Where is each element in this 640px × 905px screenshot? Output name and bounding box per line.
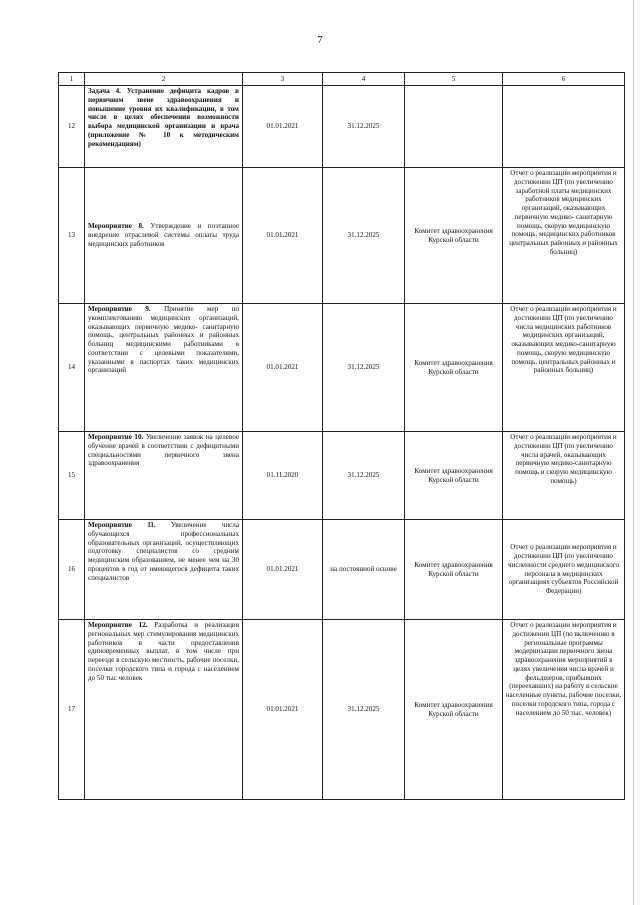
measures-table: [58, 72, 625, 800]
responsible: [405, 86, 503, 168]
responsible: Комитет здравоохранения Курской области: [405, 432, 503, 520]
measure-text: Увеличение числа обучающихся профессиональных образовательных организаций, осуществляющих подготовку специалистов со средним медицинским образованием, не менее чем на 30 процентов в год от имеющегося дефицита таких специалистов: [88, 521, 239, 582]
column-header: 5: [405, 73, 503, 86]
responsible: Комитет здравоохранения Курской области: [405, 620, 503, 800]
task-description: [85, 86, 243, 168]
result: [503, 86, 625, 168]
measure-title: Мероприятие 12.: [88, 621, 148, 629]
start-date: 01.01.2021: [243, 86, 323, 168]
measure-description: [85, 520, 243, 620]
start-date: 01.01.2021: [243, 520, 323, 620]
result: Отчет о реализации мероприятия и достижении ЦП (по увеличению числа медицинских работников медицинских организаций, оказывающих медико-санитарную помощь, скорую медицинскую помощь, центральных районных и районных больниц): [503, 304, 625, 432]
start-date: 01.11.2020: [243, 432, 323, 520]
responsible: Комитет здравоохранения Курской области: [405, 168, 503, 304]
page-number: 7: [317, 34, 323, 46]
result: Отчет о реализации мероприятия и достижении ЦП (по увеличению числа врачей, оказывающих первичную медико-санитарную помощь и скорую медицинскую помощь): [503, 432, 625, 520]
measure-text: Утверждение и поэтапное внедрение отраслевой системы оплаты труда медицинских работников: [88, 222, 239, 248]
row-number: 13: [59, 168, 85, 304]
task-text: Устранение дефицита кадров в первичном звене здравоохранения и повышение уровня их квалификации, в том числе в целях обеспечения возможности выбора медицинской организации и врача (приложение № 10 к методическим рекомендациям): [88, 87, 239, 148]
table-row: [59, 620, 625, 800]
column-header: 3: [243, 73, 323, 86]
end-date: 31.12.2025: [323, 620, 405, 800]
end-date: 31.12.2025: [323, 304, 405, 432]
measure-title: Мероприятие 10.: [88, 433, 144, 441]
result: Отчет о реализации мероприятия и достижении ЦП (по увеличению заработной платы медицинских работников медицинских организаций, оказывающих первичную медико- санитарную помощь, скорую медицинскую помощь, медицинских работников центральных районных и районных больниц): [503, 168, 625, 304]
end-date: 31.12.2025: [323, 168, 405, 304]
measure-text: Увеличение заявок на целевое обучение врачей в соответствии с дефицитными специальностями первичного звена здравоохранения: [88, 433, 240, 468]
measure-text: Разработка и реализация региональных мер стимулирования медицинских работников в части предоставления единовременных выплат, в том числе при переезде в сельскую местность, рабочие поселки, поселки городского типа и города с населением до 50 тыс человек: [88, 621, 239, 682]
measure-description: [85, 168, 243, 304]
measure-description: [85, 432, 243, 520]
row-number: 16: [59, 520, 85, 620]
result: Отчет о реализации мероприятия и достижении ЦП (по увеличению численности среднего медицинского персонала в медицинских организациях субъектов Российской Федерации): [503, 520, 625, 620]
row-number: 17: [59, 620, 85, 800]
measure-description: [85, 620, 243, 800]
responsible: Комитет здравоохранения Курской области: [405, 304, 503, 432]
start-date: 01.01.2021: [243, 304, 323, 432]
measure-title: Мероприятие 9.: [88, 305, 151, 313]
end-date: 31.12.2025: [323, 86, 405, 168]
scan-edge-line: [633, 0, 634, 905]
row-number: 14: [59, 304, 85, 432]
measure-title: Мероприятие 11.: [88, 521, 156, 529]
column-header: 6: [503, 73, 625, 86]
result: Отчет о реализации мероприятия и достижении ЦП (по включению в региональные программы модернизации первичного звена здравоохранения мероприятий в целях увеличения числа врачей и фельдшеров, прибывших (переехавших) на работу в сельские населенные пункты, рабочие поселки, поселки городского типа, города с населением до 50 тыс. человек): [503, 620, 625, 800]
end-date: 31.12.2025: [323, 432, 405, 520]
task-title: Задача 4.: [88, 87, 121, 95]
table-row: [59, 168, 625, 304]
measure-description: [85, 304, 243, 432]
table-row: [59, 432, 625, 520]
start-date: 01.01.2021: [243, 620, 323, 800]
table-row: [59, 304, 625, 432]
end-date: на постоянной основе: [323, 520, 405, 620]
table-header-row: [59, 73, 625, 86]
column-header: 1: [59, 73, 85, 86]
responsible: Комитет здравоохранения Курской области: [405, 520, 503, 620]
measure-title: Мероприятие 8.: [88, 222, 144, 231]
measure-text: Принятие мер по укомплектованию медицинских организаций, оказывающих первичную медико- санитарную помощь, центральных районных и районных больниц медицинскими работниками в соответствии с целевыми показателями, указанными в паспортах таких медицинских организаций: [88, 305, 239, 375]
row-number: 15: [59, 432, 85, 520]
table-row: [59, 86, 625, 168]
column-header: 2: [85, 73, 243, 86]
table-row: [59, 520, 625, 620]
start-date: 01.01.2021: [243, 168, 323, 304]
column-header: 4: [323, 73, 405, 86]
row-number: 12: [59, 86, 85, 168]
